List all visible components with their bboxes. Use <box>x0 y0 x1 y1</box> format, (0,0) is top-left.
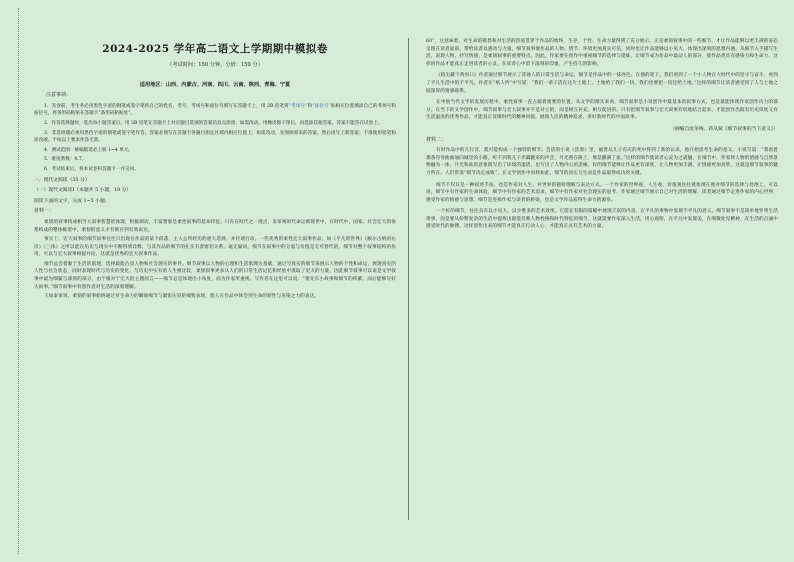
left-column <box>34 40 396 303</box>
right-column <box>426 38 778 235</box>
notice-1-text-b: 标相应位置填涂自己的考场号和座位号，将条形码粘贴在答题卡“条形码粘贴处”。 <box>34 103 396 117</box>
source-citation: （摘编自沈冬梅、蒋从斌《细节叙事的当下意义》） <box>670 126 778 132</box>
right-paragraph: 《指尖藏下黄河口》作者通过细节展示了普通人的日常生活与命运，细节是作品中的一抹亮色。在他的笔下，我们看到了一个小人物在大时代中的坚守与奋斗，看到了平凡生活中的不平凡。作者在“纸人吟”中写道：“我们一辈子活在这片土地上，土地给了我们一切，我们也要把一切还给土地。”这样的细节让读者感受到了人与土地之间深厚的情感联系。 <box>426 73 778 94</box>
notice-5: 5．难度系数：0.7。 <box>44 157 87 163</box>
notice-1 <box>34 103 396 118</box>
right-paragraph: 60”，这意味着，对生命的敬畏和对生活的热爱贯穿于作品的始终，生存、个性、生命力量得到了充分展示。正是柔韧叙事中的一些细节，才让作品能够以更丰满的姿态呈现在读者面前，带给读者以感动与力量。细节叙事使作品的人物、情节、环境更加真实可信，同时也让作品能够以小见大，体现出深刻的思想内涵。从细节入手描写生活、表现人物、抒写情感，是柔韧叙事的重要特点。因此，作家要在创作中重视细节的选择与提炼，让细节成为作品中最动人的部分，使作品更具有感染力和生命力。这样的作品才能真正走进读者的心灵，在读者心中留下深刻的印象，产生持久的影响。 <box>426 39 778 67</box>
notice-title: 注意事项： <box>46 92 72 99</box>
left-paragraph: 事实上，宏大叙事的细节叙事往往只出现在作品的某个段落，主人公所经历的重大选择，并付诸行动。一些优秀的柔性宏大叙事作品，如《平凡的世界》《额尔古纳河右岸》《三体》之所以能在历史与现实中不断得到诠释，与其作品的细节的扎实有着密切关系。毫无疑问，细节在叙事中的分量与价值是无可替代的，细节对整个叙事结构的作用，可以与宏大叙事相提并论。这就是优秀的宏大叙事作品。 <box>34 237 396 258</box>
binding-gutter <box>6 8 19 554</box>
notice-1-highlight-2: “座位号” <box>312 103 331 109</box>
left-paragraph: 王如泰说说，柔韧的叙事始终通过对生命力的瞬间细节与紧张压迫的细致表现，使人在作品中体会到生命的韧性与渲染之力的表达。 <box>44 294 320 300</box>
notice-2: 2．作答选择题时，选出每小题答案后，用 2B 铅笔在答题卡上对应题目选项的答案信息点涂黑；如需改动，用橡皮擦干净后，再选涂其他答案。答案不能答在试卷上。 <box>44 120 383 126</box>
column-divider <box>408 38 409 520</box>
reading-instruction: 阅读下面的文字，完成 1~5 小题。 <box>34 198 110 204</box>
material-2-label: 材料二： <box>426 136 447 143</box>
right-paragraph: 在中国当代文学的发展历程中，柔性叙事一直占据着重要的位置。从文学的源头来看，细节叙事是小说创作中最基本的叙事方式，也是最能体现作家创作功力的部分。在当下的文学创作中，细节叙事与宏大叙事并不是对立的，而是相互补充、相互促进的。只有把细节叙事与宏大叙事有机地结合起来，才能创作出既有历史厚度又有生活温度的优秀作品，才能真正反映时代的精神风貌，展现人民的精神追求，讲好新时代的中国故事。 <box>426 100 778 121</box>
right-paragraph: 有时作品中的几行诗，就可能构成一个独特的细节。会话的小说《活着》里，福贵从儿子有庆的死中得到了新的认识，他开始思考生命的意义。小说写道：“我看着那条弯弯曲曲通向城里的小路，听不到我儿子赤脚跑来的声音，月光照在路上，像是撒满了盐。”这样的细节使读者心灵为之震撼，在细节中，作家将人物的情感与自然景物融为一体，月光和盐的意象既写出了环境的凄清，也写出了人物内心的悲痛。好的细节能够让作品更有深度，让人物更加丰满，让情感更加真挚，这就是细节叙事的魅力所在。人们常说“细节决定成败”，在文学创作中同样如此，细节的真实与生动是作品取得成功的关键。 <box>426 148 778 176</box>
right-paragraph: 一个好的细节，往往具有以小见大、以少胜多的艺术效果。它能在有限的篇幅中展现丰富的内容，在平凡的事物中发现不平凡的意义。细节叙事不是简单地罗列生活琐事，而是要从纷繁复杂的生活中提炼出最能反映人物性格和时代特征的细节。这就需要作家深入生活，用心观察，在平凡中发现美，在细微处见精神，在生活的点滴中感受时代的脉搏，这样创作出来的细节才能真正打动人心，才能真正具有艺术的力量。 <box>426 209 778 230</box>
exam-info: （考试时间：150 分钟，分值：150 分） <box>167 62 263 68</box>
notice-3: 3．非选择题必须用黑色字迹的钢笔或签字笔作答，答案必须写在答题卡各题目指定区域内相应位置上；如需改动，先划掉原来的答案，然后再写上新答案；不准使用铅笔和涂改液。不按以上要求作答无效。 <box>34 130 396 144</box>
notice-1-highlight-1: “考场号” <box>288 103 308 109</box>
left-paragraph: 细节总会着眼于生活的肌理，选择最能凸显人物和社会现实的事件。细节叙事以人物的心理和生活肌理为基础，通过写真实的细节来展示人物的个性和命运，展现真实的人性与社会状态，同时表现时代与历史的变化。与历史中实有的人生相比较，柔韧叙事更多从人们的日常生活记忆和经验中汲取了更大的力量，因此细节叙事可以说是文学叙事中最为细腻与深刻的部分，由于相对于宏大的主题而言——细节总是体现出小角度，而为作家所重视。写作者在这里可以说：“要先有小故事和细节的积累，而后能够写好大故事。”细节叙事中有创作者对生活的深刻理解。 <box>34 261 396 290</box>
exam-title: 2024-2025 学年高二语文上学期期中模拟卷 <box>102 43 328 55</box>
notice-1-text-a: 1．答卷前，考生务必用黑色字迹的钢笔或签字笔将自己的姓名、考号、考场号和座位号填写在答题卡上，用 2B 铅笔将 <box>44 103 289 109</box>
notice-4: 4．测试范围：统编版选必上册 1~4 单元。 <box>44 147 134 153</box>
material-1-label: 材料一： <box>34 208 55 215</box>
regions: 适用地区：山西、内蒙古、河南、四川、云南、陕西、青海、宁夏 <box>139 81 291 88</box>
subsection-heading: （一）现代文阅读Ⅰ（本题共 5 小题，19 分） <box>34 188 132 194</box>
right-paragraph: 细节不仅仅是一种叙述手法，也是作家对人生、对世界的独特理解与表达方式。一个作家的世界观、人生观、价值观往往就体现在他对细节的选择与处理上。可以说，细节中有作家的生命体验，细节中有作家的艺术追求，细节中有作家对社会现实的思考。作家通过细节展示自己对生活的理解，读者通过细节走进作家的内心世界，感受作家的情感与思想。细节是连接作家与读者的桥梁，也是文学作品获得生命力的源泉。 <box>426 182 778 203</box>
notice-1-text-mid: 和 <box>307 103 313 109</box>
section-heading: 一、现代文阅读（35 分） <box>34 177 90 183</box>
notice-6: 6．考试结束后，将本试卷和答题卡一并交回。 <box>44 166 139 172</box>
left-paragraph: 柔韧的叙事构成相当大叙事智慧的体现，积极调动，丰富想象是柔性叙事的基本特征。只有在时代之一现点，来审视时代命运被现世中，在时代中，国家、社会宏大的体系构成的整体框架中，柔韧的意义才有被存到有效表达。 <box>34 219 396 233</box>
